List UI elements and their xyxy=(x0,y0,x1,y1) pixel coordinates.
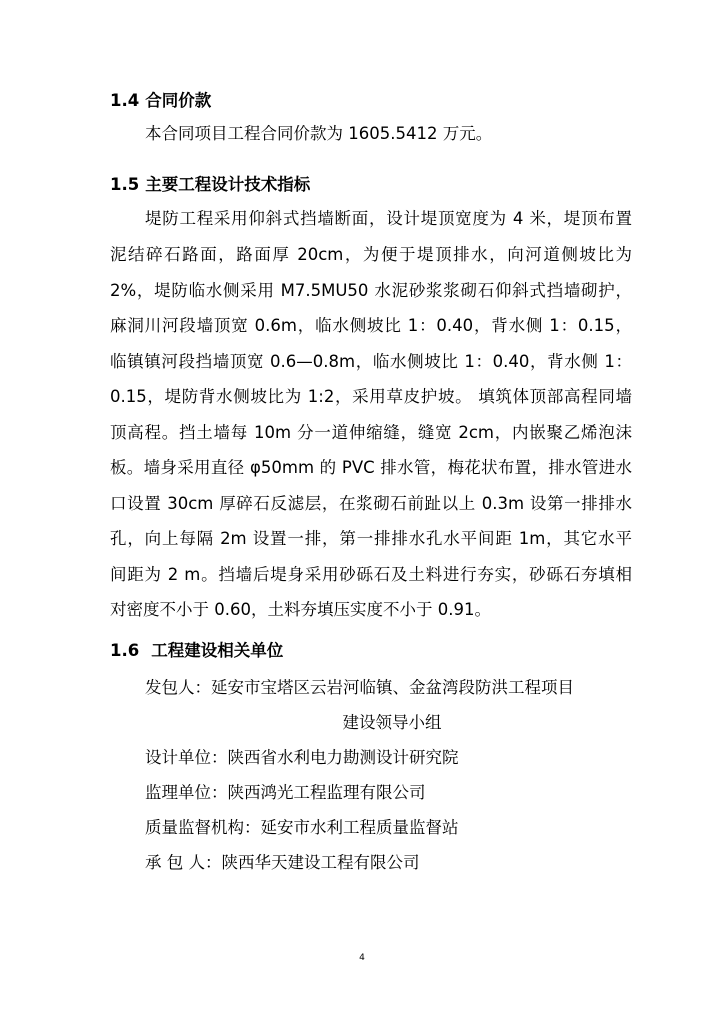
section-number: 1.4 xyxy=(110,91,140,110)
section-title: 合同价款 xyxy=(145,91,212,110)
quality-supervision-line: 质量监督机构：延安市水利工程质量监督站 xyxy=(145,818,459,837)
section-title: 主要工程设计技术指标 xyxy=(145,175,311,194)
paragraph-line: 间距为 2 m。挡墙后堤身采用砂砾石及土料进行夯实，砂砾石夯填相 xyxy=(110,565,632,584)
paragraph-line: 对密度不小于 0.60，土料夯填压实度不小于 0.91。 xyxy=(110,600,491,619)
paragraph-line: 口设置 30cm 厚碎石反滤层，在浆砌石前趾以上 0.3m 设第一排排水 xyxy=(110,494,632,513)
contract-price-text: 本合同项目工程合同价款为 1605.5412 万元。 xyxy=(145,124,493,143)
paragraph-line: 2%，堤防临水侧采用 M7.5MU50 水泥砂浆浆砌石仰斜式挡墙砌护， xyxy=(110,281,632,300)
design-unit-line: 设计单位：陕西省水利电力勘测设计研究院 xyxy=(145,748,459,767)
paragraph-line: 堤防工程采用仰斜式挡墙断面，设计堤顶宽度为 4 米，堤顶布置 xyxy=(145,209,632,228)
paragraph-line: 麻洞川河段墙顶宽 0.6m，临水侧坡比 1：0.40，背水侧 1：0.15， xyxy=(110,316,632,335)
paragraph-line: 泥结碎石路面，路面厚 20cm，为便于堤顶排水，向河道侧坡比为 xyxy=(110,245,632,264)
employer-line: 发包人：延安市宝塔区云岩河临镇、金盆湾段防洪工程项目 xyxy=(145,678,574,697)
paragraph-line: 板。墙身采用直径 φ50mm 的 PVC 排水管，梅花状布置，排水管进水 xyxy=(110,458,632,477)
paragraph-line: 顶高程。挡土墙每 10m 分一道伸缩缝，缝宽 2cm，内嵌聚乙烯泡沫 xyxy=(110,423,632,442)
section-1-4-heading xyxy=(110,91,211,111)
employer-line-continued: 建设领导小组 xyxy=(342,713,442,732)
page-number: 4 xyxy=(359,953,365,963)
supervision-unit-line: 监理单位：陕西鸿光工程监理有限公司 xyxy=(145,783,426,802)
section-1-6-heading xyxy=(110,641,283,661)
paragraph-line: 临镇镇河段挡墙顶宽 0.6—0.8m，临水侧坡比 1：0.40，背水侧 1： xyxy=(110,352,632,371)
paragraph-line: 孔，向上每隔 2m 设置一排，第一排排水孔水平间距 1m，其它水平 xyxy=(110,529,632,548)
contractor-line: 承 包 人：陕西华天建设工程有限公司 xyxy=(145,853,420,872)
section-number: 1.5 xyxy=(110,175,140,194)
paragraph-line: 0.15，堤防背水侧坡比为 1:2，采用草皮护坡。 填筑体顶部高程同墙 xyxy=(110,387,632,406)
section-1-5-heading xyxy=(110,175,310,195)
section-number: 1.6 xyxy=(110,641,140,660)
section-title: 工程建设相关单位 xyxy=(151,641,284,660)
